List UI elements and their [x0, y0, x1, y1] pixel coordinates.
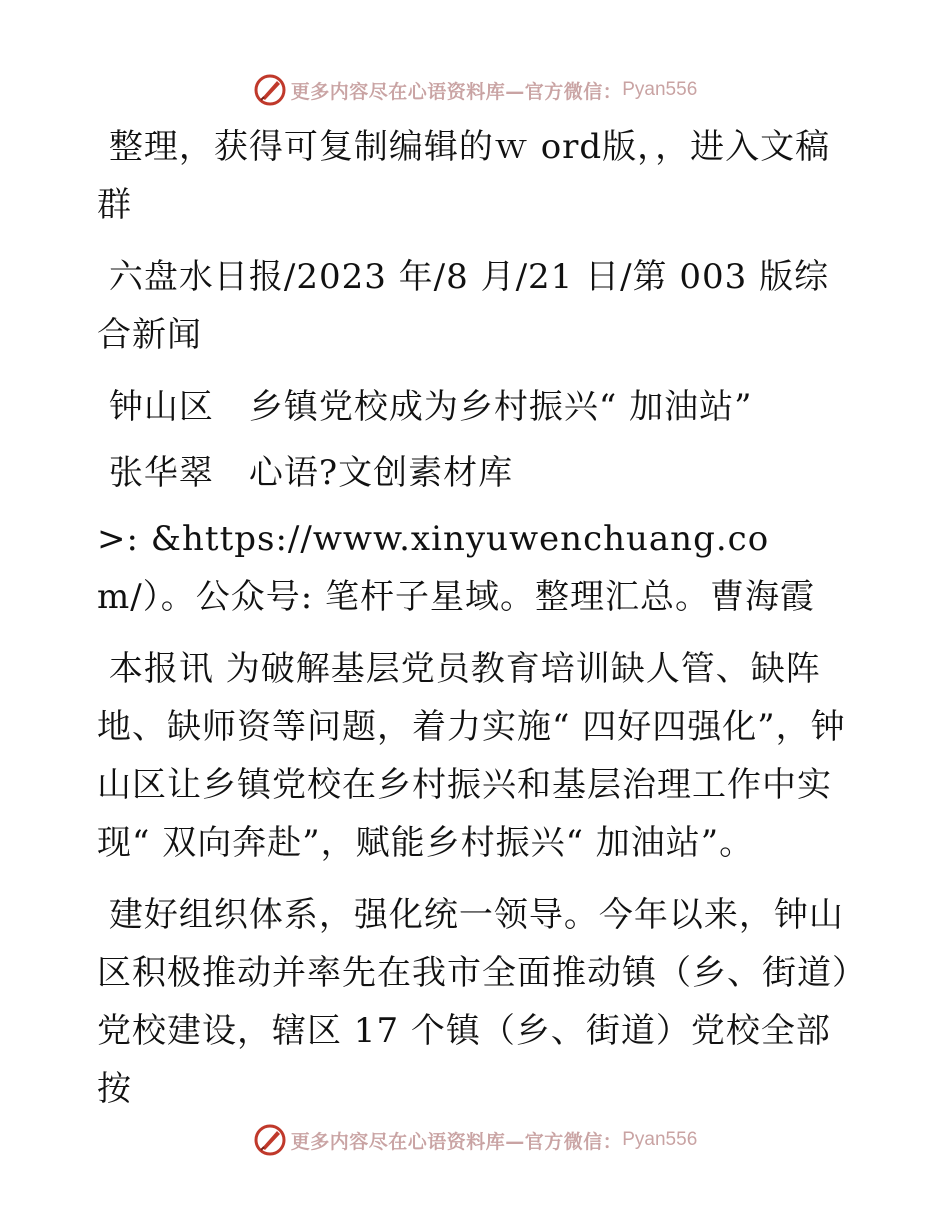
footer-watermark [0, 1118, 950, 1162]
document-body [97, 118, 857, 1132]
byline: 张华翠 心语?文创素材库 [108, 453, 514, 493]
quill-circle-logo-icon [253, 1123, 287, 1157]
quill-circle-logo-icon [253, 73, 287, 107]
source-note: >: &https://www.xinyuwenchuang.com/）。公众号: 笔杆子星域。整理汇总。曹海霞 [97, 519, 815, 617]
header-watermark [0, 68, 950, 112]
body-paragraph-2: 建好组织体系，强化统一领导。今年以来，钟山区积极推动并率先在我市全面推动镇（乡、街道）党校建设，辖区 17 个镇（乡、街道）党校全部按 [97, 895, 850, 1109]
watermark-text: 更多内容尽在心语资料库—官方微信： [290, 80, 623, 103]
article-headline: 钟山区 乡镇党校成为乡村振兴“ 加油站” [108, 387, 753, 427]
intro-paragraph: 整理，获得可复制编辑的ｗ ord版，，进入文稿群 [97, 127, 831, 225]
watermark-text: 更多内容尽在心语资料库—官方微信： [290, 1130, 623, 1153]
watermark-handle: Pyan556 [622, 1129, 698, 1150]
body-paragraph-1: 本报讯 为破解基层党员教育培训缺人管、缺阵地、缺师资等问题，着力实施“ 四好四强化”，钟山区让乡镇党校在乡村振兴和基层治理工作中实现“ 双向奔赴”，赋能乡村振兴“ 加油站”。 [97, 649, 846, 863]
source-line: 六盘水日报/2023 年/8 月/21 日/第 003 版综合新闻 [97, 257, 830, 355]
watermark-handle: Pyan556 [622, 79, 698, 100]
